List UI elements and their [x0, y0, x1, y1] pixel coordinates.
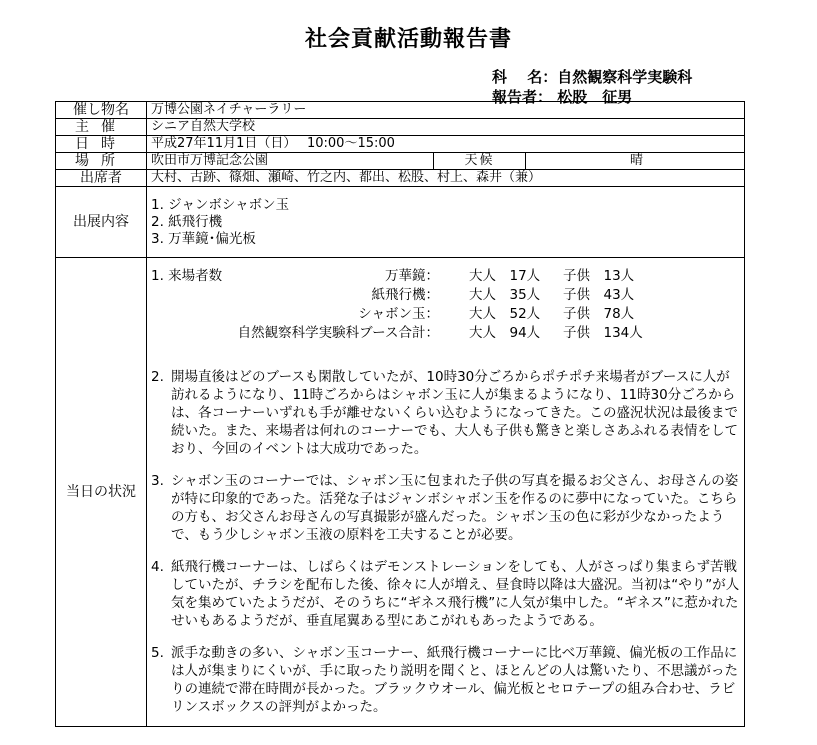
- status-content: [147, 258, 745, 727]
- weather-label: 天候: [434, 153, 526, 170]
- child-count: 子供 134人: [563, 325, 643, 341]
- booth-name: シャボン玉：: [358, 306, 439, 322]
- paragraph-number: 2.: [151, 369, 164, 385]
- child-count: 子供 43人: [563, 287, 635, 303]
- exhibit-item: 3. 万華鏡･偏光板: [151, 230, 256, 247]
- report-table: [55, 101, 745, 727]
- report-paragraph: [151, 558, 740, 630]
- date-label: 日時: [56, 136, 147, 153]
- adult-count: 大人 52人: [469, 306, 541, 322]
- host-label: 主催: [56, 119, 147, 136]
- exhibit-item: 2. 紙飛行機: [151, 213, 223, 230]
- visitor-row: [151, 268, 671, 286]
- exhibits-label: 出展内容: [56, 187, 147, 258]
- exhibits-list: [147, 187, 745, 258]
- status-row: [56, 258, 745, 727]
- visitor-row: [151, 287, 671, 305]
- paragraph-text: 紙飛行機コーナーは、しばらくはデモンストレーションをしても、人がさっぱり集まらず苦戦していたが、チラシを配布した後、徐々に人が増え、昼食時以降は大盛況。当初は“やり”が人気を集めていたようだが、そのうちに“ギネス飛行機”に人気が集中した。“ギネス”に惹かれたせいもあるようだが、垂直尾翼ある型にあこがれもあったようである。: [171, 559, 740, 629]
- page-title: 社会貢献活動報告書: [304, 27, 512, 52]
- event-value: 万博公園ネイチャーラリー: [147, 102, 745, 119]
- event-row: [56, 102, 745, 119]
- report-paragraph: [151, 472, 740, 544]
- exhibit-item: 1. ジャンボシャボン玉: [151, 196, 290, 213]
- department-line: 科 名：自然観察科学実験科: [492, 68, 693, 86]
- event-label: 催し物名: [56, 102, 147, 119]
- adult-count: 大人 17人: [469, 268, 541, 284]
- place-row: [56, 153, 745, 170]
- paragraph-text: 開場直後はどのブースも閑散していたが、10時30分ごろからポチポチ来場者がブースに人が訪れるようになり、11時ごろからはシャボン玉に人が集まるようになり、11時30分ごろからは、各コーナーいずれも手が離せないくらい込むようになってきた。この盛況状況は最後まで続いた。また、来場者は何れのコーナーでも、大人も子供も驚きと楽しさあふれる表情をしており、今回のイベントは大成功であった。: [171, 369, 738, 457]
- report-paragraph: [151, 368, 740, 458]
- adult-count: 大人 94人: [469, 325, 541, 341]
- place-value: 吹田市万博記念公園: [147, 153, 434, 170]
- exhibits-row: [56, 187, 745, 258]
- visitor-count-section: [151, 268, 740, 346]
- report-paragraph: [151, 644, 740, 716]
- place-label: 場所: [56, 153, 147, 170]
- booth-name: 自然観察科学実験科ブース合計：: [237, 325, 439, 341]
- visitor-count-heading: 1. 来場者数: [151, 268, 223, 284]
- booth-name: 紙飛行機：: [371, 287, 439, 303]
- attendees-row: [56, 170, 745, 187]
- booth-name: 万華鏡：: [385, 268, 439, 284]
- attendees-label: 出席者: [56, 170, 147, 187]
- date-row: [56, 136, 745, 153]
- weather-value: 晴: [526, 153, 745, 170]
- host-row: [56, 119, 745, 136]
- paragraph-number: 5.: [151, 645, 164, 661]
- date-value: 平成27年11月1日（日） 10:00～15:00: [147, 136, 745, 153]
- paragraph-number: 3.: [151, 473, 164, 489]
- paragraph-number: 4.: [151, 559, 164, 575]
- paragraph-text: 派手な動きの多い、シャボン玉コーナー、紙飛行機コーナーに比べ万華鏡、偏光板の工作品には人が集まりにくいが、手に取ったり説明を聞くと、ほとんどの人は驚いたり、不思議がったりの連続で滞在時間が長かった。ブラックウオール、偏光板とセロテープの組み合わせ、ラビリンスボックスの評判がよかった。: [171, 645, 738, 715]
- paragraph-text: シャボン玉のコーナーでは、シャボン玉に包まれた子供の写真を撮るお父さん、お母さんの姿が特に印象的であった。活発な子はジャンボシャボン玉を作るのに夢中になっていた。こちらの方も、お父さんお母さんの写真撮影が盛んだった。シャボン玉の色に彩が少なかったようで、もう少しシャボン玉液の原料を工夫することが必要。: [171, 473, 739, 543]
- host-value: シニア自然大学校: [147, 119, 745, 136]
- visitor-row: [151, 306, 671, 324]
- attendees-value: 大村、古跡、篠畑、瀬崎、竹之内、都出、松股、村上、森井（兼）: [147, 170, 745, 187]
- reporter-line: 報告者： 松股 征男: [492, 88, 633, 106]
- adult-count: 大人 35人: [469, 287, 541, 303]
- status-label: 当日の状況: [56, 258, 147, 727]
- child-count: 子供 78人: [563, 306, 635, 322]
- visitor-row: [151, 325, 671, 343]
- child-count: 子供 13人: [563, 268, 635, 284]
